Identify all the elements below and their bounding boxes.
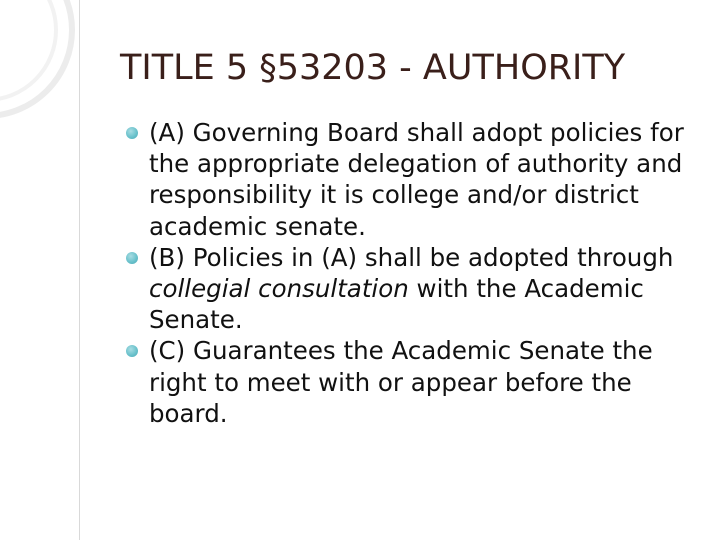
bullet-emphasis: collegial consultation (149, 274, 409, 304)
bullet-dot-icon (126, 252, 138, 264)
bullet-text: (C) Guarantees the Academic Senate the right to meet with or appear before the board. (149, 336, 653, 428)
bullet-text-start: (B) Policies in (A) shall be adopted through (149, 242, 674, 272)
decorative-rings-ornament (0, 0, 80, 540)
bullet-list (126, 117, 698, 429)
decorative-ring-inner (0, 0, 56, 100)
slide-title: TITLE 5 §53203 - AUTHORITY (120, 48, 626, 88)
decorative-ring-outer (0, 0, 72, 116)
bullet-item-c (126, 335, 698, 429)
bullet-item-b (126, 242, 698, 336)
left-vertical-rule (79, 0, 80, 540)
bullet-dot-icon (126, 345, 138, 357)
bullet-item-a (126, 117, 698, 242)
bullet-dot-icon (126, 127, 138, 139)
bullet-text: (A) Governing Board shall adopt policies for the appropriate delegation of authority and responsibility it is college and/or district academic senate. (149, 118, 684, 241)
bullet-text-end: with the Academic Senate. (149, 274, 644, 335)
bullet-text (149, 243, 673, 334)
